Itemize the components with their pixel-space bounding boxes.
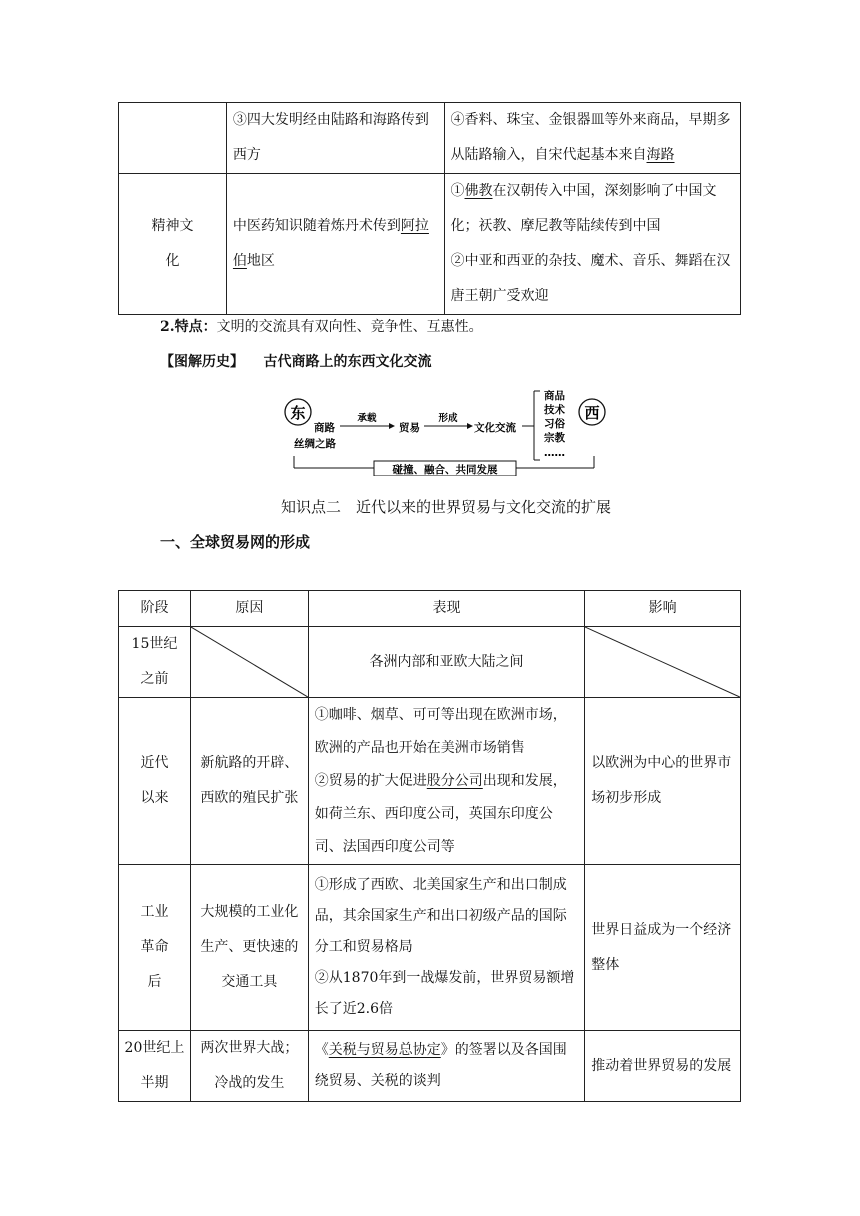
stage-cell: 20世纪上半期: [119, 1031, 191, 1102]
item-goods: 商品: [544, 390, 565, 402]
stage-cell: 15世纪之前: [119, 627, 191, 698]
table-row: [119, 627, 741, 698]
illustration-title: 古代商路上的东西文化交流: [263, 354, 432, 370]
row-label: [119, 103, 227, 174]
table-row: [119, 174, 741, 315]
cause-cell: 新航路的开辟、西欧的殖民扩张: [190, 698, 308, 865]
header-impact: 影响: [585, 591, 741, 627]
stage-cell: 工业革命后: [119, 865, 191, 1031]
illustration-heading: [160, 351, 432, 371]
impact-cell: 以欧洲为中心的世界市场初步形成: [585, 698, 741, 865]
performance-cell: 《关税与贸易总协定》的签署以及各国围绕贸易、关税的谈判: [308, 1031, 584, 1102]
east-spread: ①佛教在汉朝传入中国，深刻影响了中国文化；祆教、摩尼教等陆续传到中国 ②中亚和西亚的杂技、魔术、音乐、舞蹈在汉唐王朝广受欢迎: [444, 174, 740, 315]
header-stage: 阶段: [119, 591, 191, 627]
performance-cell: ①咖啡、烟草、可可等出现在欧洲市场，欧洲的产品也开始在美洲市场销售 ②贸易的扩大促进股分公司出现和发展，如荷兰东、西印度公司，英国东印度公司、法国西印度公司等: [308, 698, 584, 865]
item-technology: 技术: [544, 404, 565, 416]
item-customs: 习俗: [544, 418, 565, 430]
trade-label: 贸易: [399, 422, 420, 434]
cause-cell: 两次世界大战；冷战的发生: [190, 1031, 308, 1102]
east-spread: ④香料、珠宝、金银器皿等外来商品，早期多从陆路输入，自宋代起基本来自海路: [444, 103, 740, 174]
global-trade-table: [118, 590, 741, 1102]
carry-label: 承载: [357, 413, 377, 424]
road-label: 商路: [314, 422, 335, 434]
row-label: 精神文化: [119, 174, 227, 315]
subsection-title: 一、全球贸易网的形成: [160, 533, 311, 551]
empty-diagonal-cell: [585, 627, 741, 698]
table-row: [119, 865, 741, 1031]
illustration-tag: 【图解历史】: [160, 354, 244, 370]
cause-cell: 大规模的工业化生产、更快速的交通工具: [190, 865, 308, 1031]
culture-exchange-table: [118, 102, 741, 315]
trade-route-diagram: [282, 388, 612, 476]
bottom-label: 碰撞、融合、共同发展: [392, 464, 498, 476]
stage-cell: 近代以来: [119, 698, 191, 865]
performance-cell: ①形成了西欧、北美国家生产和出口制成品，其余国家生产和出口初级产品的国际分工和贸易格局 ②从1870年到一战爆发前，世界贸易额增长了近2.6倍: [308, 865, 584, 1031]
silk-road-label: 丝绸之路: [294, 438, 336, 450]
impact-cell: 推动着世界贸易的发展: [585, 1031, 741, 1102]
section-title: 知识点二 近代以来的世界贸易与文化交流的扩展: [281, 498, 612, 516]
form-label: 形成: [438, 413, 458, 424]
impact-cell: 世界日益成为一个经济整体: [585, 865, 741, 1031]
features-line: 2.特点：文明的交流具有双向性、竞争性、互惠性。: [160, 319, 483, 335]
west-spread: ③四大发明经由陆路和海路传到西方: [226, 103, 444, 174]
performance-cell: 各洲内部和亚欧大陆之间: [308, 627, 584, 698]
exchange-label: 文化交流: [474, 422, 516, 434]
west-label: 西: [584, 404, 600, 422]
east-label: 东: [290, 404, 306, 422]
header-performance: 表现: [308, 591, 584, 627]
table-row: [119, 1031, 741, 1102]
table-header-row: [119, 591, 741, 627]
header-cause: 原因: [190, 591, 308, 627]
table-row: [119, 698, 741, 865]
table-row: [119, 103, 741, 174]
item-etc: ……: [544, 447, 565, 459]
empty-diagonal-cell: [190, 627, 308, 698]
west-spread: 中医药知识随着炼丹术传到阿拉伯地区: [226, 174, 444, 315]
item-religion: 宗教: [544, 432, 565, 444]
